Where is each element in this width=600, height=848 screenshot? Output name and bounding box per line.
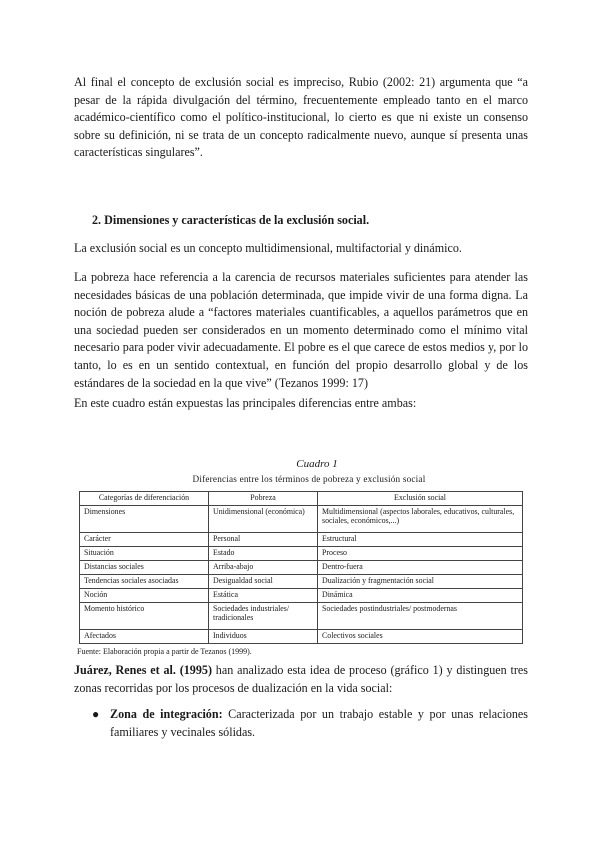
bullet-term: Zona de integración: xyxy=(110,707,223,721)
table-cell: Noción xyxy=(80,589,209,603)
table-cell: Personal xyxy=(209,533,318,547)
table-cell: Dualización y fragmentación social xyxy=(318,575,523,589)
table-cell: Desigualdad social xyxy=(209,575,318,589)
table-cell: Tendencias sociales asociadas xyxy=(80,575,209,589)
table-row xyxy=(80,561,523,575)
table-subtitle: Diferencias entre los términos de pobreza y exclusión social xyxy=(192,474,426,484)
citation-bold: Juárez, Renes et al. (1995) xyxy=(74,663,212,677)
bullet-text: Caracterizada por un trabajo estable y por unas relaciones familiares y vecinales sólidas. xyxy=(110,707,528,739)
paragraph-juarez-text: han analizado esta idea de proceso (gráfico 1) y distinguen tres zonas recorridas por los procesos de dualización en la vida social: xyxy=(74,663,529,695)
table-row xyxy=(80,575,523,589)
table-title: Cuadro 1 xyxy=(296,458,338,470)
table-cell: Distancias sociales xyxy=(80,561,209,575)
table-cell: Dimensiones xyxy=(80,506,209,533)
section-heading: 2. Dimensiones y características de la exclusión social. xyxy=(92,213,370,227)
comparison-table xyxy=(79,491,523,644)
table-cell: Unidimensional (económica) xyxy=(209,506,318,533)
header-categorias: Categorías de diferenciación xyxy=(80,492,209,506)
table-cell: Situación xyxy=(80,547,209,561)
table-cell: Estado xyxy=(209,547,318,561)
table-cell: Arriba-abajo xyxy=(209,561,318,575)
table-row xyxy=(80,630,523,644)
table-row xyxy=(80,547,523,561)
table-cell: Individuos xyxy=(209,630,318,644)
table-row xyxy=(80,506,523,533)
bullet-icon: ● xyxy=(92,707,100,721)
paragraph-pobreza: La pobreza hace referencia a la carencia de recursos materiales suficientes para atender las necesidades básicas de una población determinada, que impide vivir de una forma digna. La noción de pobreza alude a “factores materiales cuantificables, a aquellos parámetros que en una sociedad pueden ser considerados en un momento determinado como el mínimo vital necesario para poder vivir adecuadamente. El pobre es el que carece de estos medios y, por lo tanto, lo es en un sentido contextual, en función del propio desarrollo global y de los estándares de la sociedad en la que vive” (Tezanos 1999: 17) xyxy=(74,270,528,390)
table-row xyxy=(80,533,523,547)
table-row xyxy=(80,589,523,603)
header-pobreza: Pobreza xyxy=(209,492,318,506)
comparison-table-figure xyxy=(74,458,528,656)
table-cell: Momento histórico xyxy=(80,603,209,630)
paragraph-cuadro-intro: En este cuadro están expuestas las principales diferencias entre ambas: xyxy=(74,396,417,410)
table-cell: Proceso xyxy=(318,547,523,561)
paragraph-juarez xyxy=(74,662,528,697)
table-cell: Estructural xyxy=(318,533,523,547)
table-cell: Afectados xyxy=(80,630,209,644)
paragraph-multidimensional: La exclusión social es un concepto multidimensional, multifactorial y dinámico. xyxy=(74,241,462,255)
list-item xyxy=(92,706,528,741)
table-row xyxy=(80,603,523,630)
table-cell: Multidimensional (aspectos laborales, educativos, culturales, sociales, económicos,...) xyxy=(318,506,523,533)
table-cell: Sociedades postindustriales/ postmodernas xyxy=(318,603,523,630)
table-cell: Estática xyxy=(209,589,318,603)
table-cell: Dinámica xyxy=(318,589,523,603)
table-cell: Dentro-fuera xyxy=(318,561,523,575)
table-source: Fuente: Elaboración propia a partir de Tezanos (1999). xyxy=(77,647,252,656)
paragraph-rubio: Al final el concepto de exclusión social es impreciso, Rubio (2002: 21) argumenta que “a pesar de la rápida divulgación del término, frecuentemente empleado tanto en el marco académico-científico como el político-institucional, lo cierto es que ni existe un consenso sobre su definición, ni se trata de un concepto radicalmente nuevo, aunque sí presenta unas características singulares”. xyxy=(74,75,528,160)
table-cell: Sociedades industriales/ tradicionales xyxy=(209,603,318,630)
table-cell: Carácter xyxy=(80,533,209,547)
table-header-row xyxy=(80,492,523,506)
table-cell: Colectivos sociales xyxy=(318,630,523,644)
header-exclusion: Exclusión social xyxy=(318,492,523,506)
